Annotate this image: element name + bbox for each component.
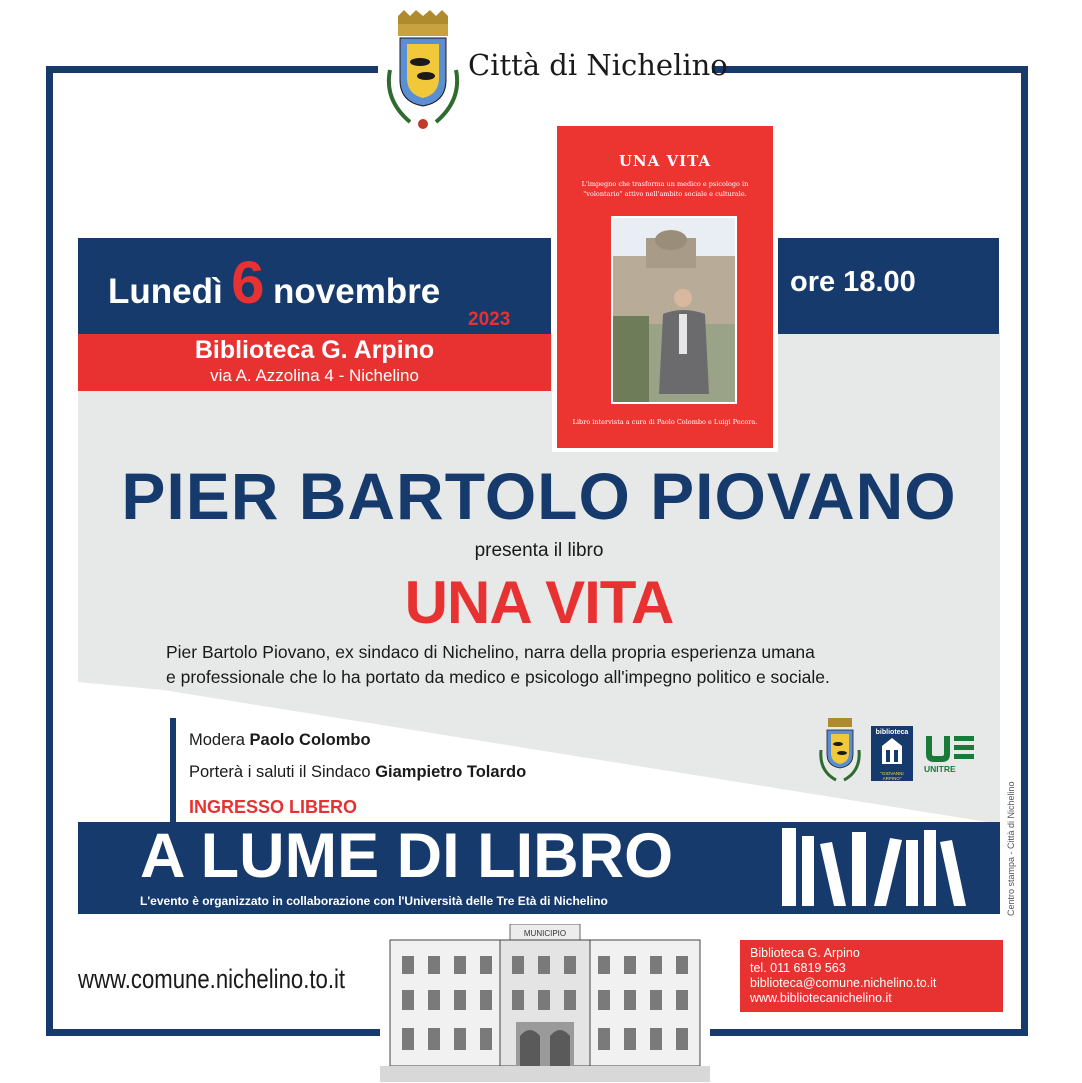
book-title: UNA VITA	[404, 569, 674, 636]
moderator-name: Paolo Colombo	[249, 731, 371, 749]
biblioteca-logo-subtitle: "GIOVANNI ARPINO"	[880, 771, 904, 781]
series-subtitle: L'evento è organizzato in collaborazione con l'Università delle Tre Età di Nichelino	[140, 894, 608, 908]
event-weekday: Lunedì	[108, 272, 223, 311]
book-cover-subtitle: L'impegno che trasforma un medico e psicologo in "volontario" attivo nell'ambito sociale e culturale.	[581, 180, 749, 198]
contact-phone[interactable]: tel. 011 6819 563	[750, 961, 846, 975]
accent-bar	[170, 718, 176, 822]
event-day: 6	[231, 249, 265, 316]
description-line: e professionale che lo ha portato da medico e psicologo all'impegno politico e sociale.	[166, 667, 830, 687]
building-sign: MUNICIPIO	[523, 929, 567, 938]
author-name: PIER BARTOLO PIOVANO	[121, 459, 957, 533]
venue-band	[78, 334, 551, 391]
venue-address: via A. Azzolina 4 - Nichelino	[210, 366, 419, 385]
book-cover-credit: Libro intervista a cura di Paolo Colombo e Luigi Pecora.	[572, 418, 758, 426]
greetings-label: Porterà i saluti il Sindaco	[189, 763, 371, 781]
entry-note: INGRESSO LIBERO	[189, 797, 358, 817]
series-title: A LUME DI LIBRO	[140, 821, 674, 891]
city-title: Città di Nichelino	[468, 48, 728, 82]
book-description	[166, 640, 926, 690]
city-crest-small-icon	[816, 716, 864, 788]
presents-text: presenta il libro	[474, 540, 604, 561]
event-time: ore 18.00	[790, 266, 916, 298]
venue-name: Biblioteca G. Arpino	[194, 336, 435, 364]
description-line: Pier Bartolo Piovano, ex sindaco di Nichelino, narra della propria esperienza umana	[166, 642, 815, 662]
website-link[interactable]: www.comune.nichelino.to.it	[78, 964, 346, 994]
book-cover-title: UNA VITA	[618, 152, 712, 170]
town-hall-illustration	[380, 924, 710, 1082]
greetings-line	[189, 763, 526, 782]
event-month: novembre	[273, 272, 441, 311]
city-crest-icon	[380, 10, 466, 140]
event-date	[108, 248, 440, 317]
greetings-name: Giampietro Tolardo	[375, 763, 527, 781]
contact-email[interactable]: biblioteca@comune.nichelino.to.it	[750, 976, 937, 990]
contact-web[interactable]: www.bibliotecanichelino.it	[750, 991, 892, 1005]
moderator-line	[189, 731, 371, 750]
author-photo	[611, 216, 737, 404]
contact-box	[740, 940, 1003, 1012]
contact-name: Biblioteca G. Arpino	[750, 946, 860, 960]
books-icon	[780, 826, 970, 908]
biblioteca-logo-title: biblioteca	[875, 729, 909, 736]
event-year: 2023	[468, 309, 511, 330]
print-credit: Centro stampa - Città di Nichelino	[1006, 781, 1016, 916]
moderator-label: Modera	[189, 731, 245, 749]
unitre-label: UNITRE	[924, 764, 956, 774]
